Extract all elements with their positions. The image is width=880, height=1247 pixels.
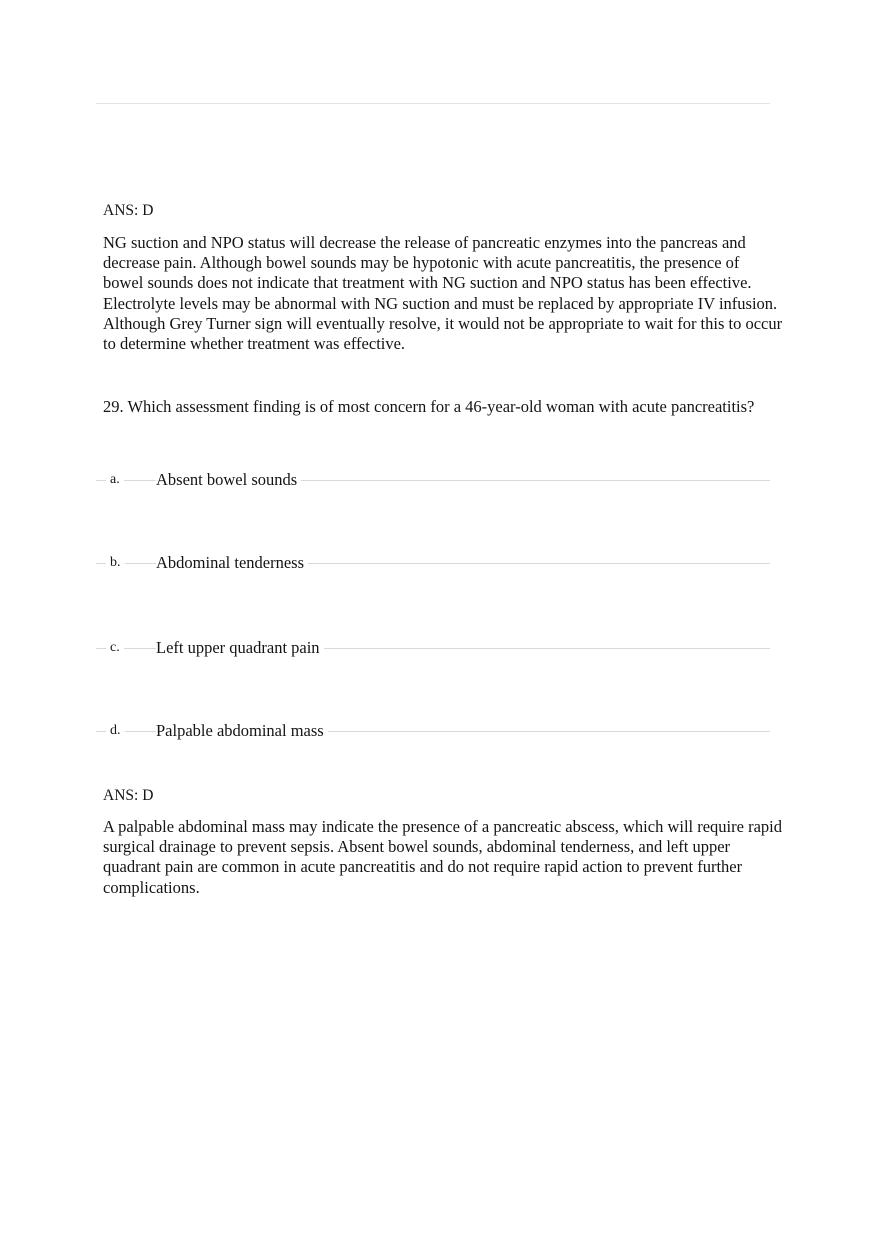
option-text: Left upper quadrant pain [156,638,324,658]
option-text: Absent bowel sounds [156,470,301,490]
previous-answer-key: ANS: D [103,202,154,219]
option-text: Abdominal tenderness [156,553,308,573]
option-letter: b. [106,554,125,572]
option-b[interactable] [96,553,770,577]
option-a[interactable] [96,470,770,494]
option-letter: c. [106,639,124,657]
option-d[interactable] [96,721,770,745]
question-stem: 29. Which assessment finding is of most concern for a 46-year-old woman with acute pancreatitis? [103,397,755,416]
answer-key: ANS: D [103,787,154,804]
option-c[interactable] [96,638,770,662]
previous-answer-rationale: NG suction and NPO status will decrease the release of pancreatic enzymes into the pancreas and decrease pain. Although bowel sounds may be hypotonic with acute pancreatitis, the presence of bowel sounds does not indicate that treatment with NG suction and NPO status has been effective. Electrolyte levels may be abnormal with NG suction and must be replaced by appropriate IV infusion. Although Grey Turner sign will eventually resolve, it would not be appropriate to wait for this to occur to determine whether treatment was effective. [103,233,783,354]
option-letter: a. [106,471,124,489]
option-text: Palpable abdominal mass [156,721,328,741]
page-top-divider [96,103,770,104]
option-letter: d. [106,722,125,740]
answer-rationale: A palpable abdominal mass may indicate the presence of a pancreatic abscess, which will require rapid surgical drainage to prevent sepsis. Absent bowel sounds, abdominal tenderness, and left upper quadrant pain are common in acute pancreatitis and do not require rapid action to prevent further complications. [103,817,782,897]
